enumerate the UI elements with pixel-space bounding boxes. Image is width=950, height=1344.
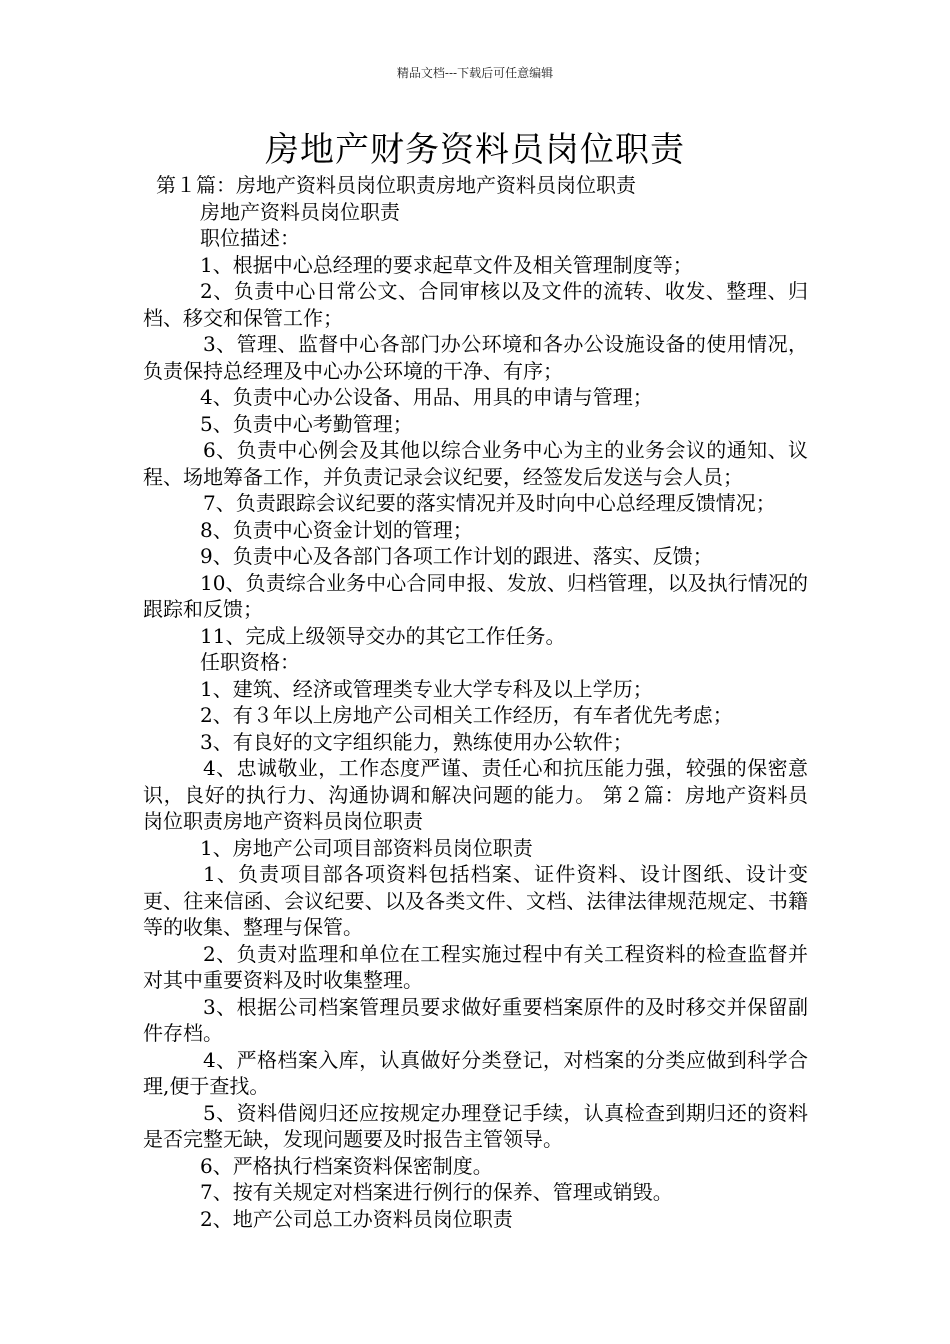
paragraph: 9、负责中心及各部门各项工作计划的跟进、落实、反馈； (200, 544, 713, 568)
paragraph: 8、负责中心资金计划的管理； (200, 517, 473, 542)
paragraph: 6、严格执行档案资料保密制度。 (200, 1153, 493, 1178)
paragraph: 10、负责综合业务中心合同申报、发放、归档管理，以及执行情况的跟踪和反馈； (143, 570, 808, 621)
paragraph: 2、地产公司总工办资料员岗位职责 (200, 1206, 513, 1231)
paragraph: 4、负责中心办公设备、用品、用具的申请与管理； (200, 385, 653, 409)
paragraph: 职位描述： (200, 226, 300, 250)
paragraph: 1、根据中心总经理的要求起草文件及相关管理制度等； (200, 252, 693, 277)
paragraph: 5、负责中心考勤管理； (200, 411, 413, 436)
paragraph: 1、房地产公司项目部资料员岗位职责 (200, 835, 533, 860)
document-title: 房地产财务资料员岗位职责 (265, 130, 685, 170)
paragraph: 1、建筑、经济或管理类专业大学专科及以上学历； (200, 676, 653, 701)
paragraph: 3、根据公司档案管理员要求做好重要档案原件的及时移交并保留副件存档。 (143, 994, 808, 1045)
paragraph: 7、负责跟踪会议纪要的落实情况并及时向中心总经理反馈情况； (203, 491, 776, 515)
paragraph: 7、按有关规定对档案进行例行的保养、管理或销毁。 (200, 1180, 673, 1204)
page-header: 精品文档---下载后可任意编辑 (396, 66, 554, 80)
paragraph: 2、有３年以上房地产公司相关工作经历，有车者优先考虑； (200, 703, 733, 727)
paragraph: 5、资料借阅归还应按规定办理登记手续，认真检查到期归还的资料是否完整无缺，发现问题要及时报告主管领导。 (143, 1100, 808, 1151)
paragraph: 3、有良好的文字组织能力，熟练使用办公软件； (200, 729, 633, 754)
document-body (143, 172, 808, 1232)
paragraph: 1、负责项目部各项资料包括档案、证件资料、设计图纸、设计变更、往来信函、会议纪要、以及各类文件、文档、法律法律规范规定、书籍等的收集、整理与保管。 (143, 862, 808, 939)
paragraph: 4、忠诚敬业，工作态度严谨、责任心和抗压能力强，较强的保密意识，良好的执行力、沟通协调和解决问题的能力。 第２篇：房地产资料员岗位职责房地产资料员岗位职责 (143, 756, 808, 833)
paragraph: 第１篇：房地产资料员岗位职责房地产资料员岗位职责 (156, 173, 636, 197)
paragraph: 3、管理、监督中心各部门办公环境和各办公设施设备的使用情况，负责保持总经理及中心办公环境的干净、有序； (143, 332, 808, 383)
paragraph: 11、完成上级领导交办的其它工作任务。 (200, 623, 566, 648)
paragraph: 2、负责中心日常公文、合同审核以及文件的流转、收发、整理、归档、移交和保管工作； (143, 279, 808, 330)
paragraph: 任职资格： (200, 650, 300, 674)
paragraph: 房地产资料员岗位职责 (200, 199, 400, 224)
paragraph: 4、严格档案入库，认真做好分类登记，对档案的分类应做到科学合理,便于查找。 (143, 1047, 808, 1098)
paragraph: 2、负责对监理和单位在工程实施过程中有关工程资料的检查监督并对其中重要资料及时收集整理。 (143, 941, 808, 992)
paragraph: 6、负责中心例会及其他以综合业务中心为主的业务会议的通知、议程、场地筹备工作，并负责记录会议纪要，经签发后发送与会人员； (143, 438, 808, 489)
